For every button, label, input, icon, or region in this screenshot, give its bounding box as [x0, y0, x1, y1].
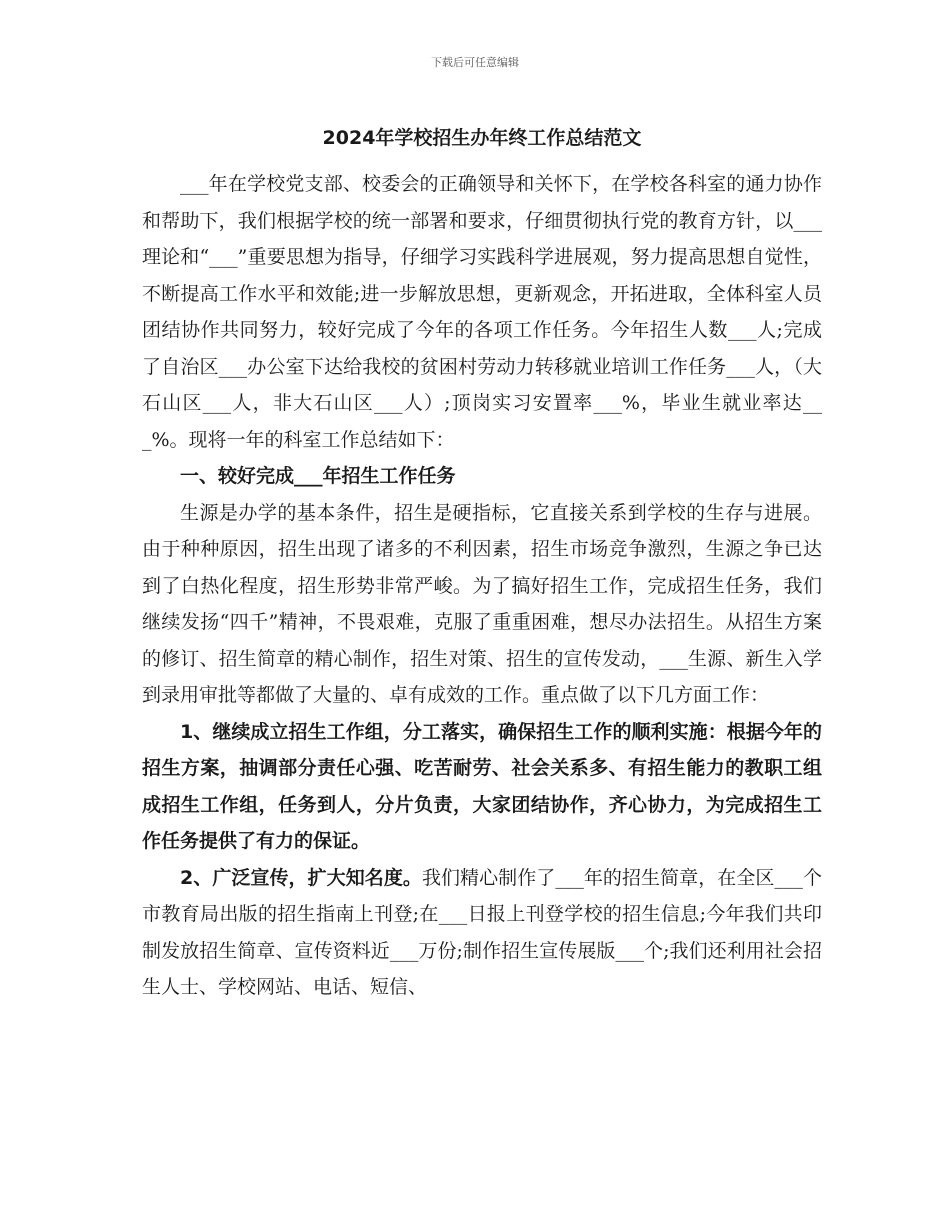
- item-2-paragraph: [142, 860, 822, 1006]
- intro-paragraph: ___年在学校党支部、校委会的正确领导和关怀下，在学校各科室的通力协作和帮助下，我们根据学校的统一部署和要求，仔细贯彻执行党的教育方针，以___理论和“___”重要思想为指导，仔细学习实践科学进展观，努力提高思想自觉性，不断提高工作水平和效能;进一步解放思想，更新观念，开拓进取，全体科室人员团结协作共同努力，较好完成了今年的各项工作任务。今年招生人数___人;完成了自治区___办公室下达给我校的贫困村劳动力转移就业培训工作任务___人，（大石山区___人，非大石山区___人）;顶岗实习安置率___%，毕业生就业率达___%。现将一年的科室工作总结如下：: [142, 173, 822, 451]
- item-1-paragraph: 1、继续成立招生工作组，分工落实，确保招生工作的顺利实施：根据今年的招生方案，抽调部分责任心强、吃苦耐劳、社会关系多、有招生能力的教职工组成招生工作组，任务到人，分片负责，大家团结协作，齐心协力，为完成招生工作任务提供了有力的保证。: [142, 720, 822, 852]
- document-title: 2024年学校招生办年终工作总结范文: [322, 127, 642, 149]
- document-body: [142, 124, 822, 1006]
- section-1-paragraph: 生源是办学的基本条件，招生是硬指标，它直接关系到学校的生存与进展。由于种种原因，招生出现了诸多的不利因素，招生市场竞争激烈，生源之争已达到了白热化程度，招生形势非常严峻。为了搞好招生工作，完成招生任务，我们继续发扬“四千”精神，不畏艰难，克服了重重困难，想尽办法招生。从招生方案的修订、招生简章的精心制作，招生对策、招生的宣传发动，___生源、新生入学到录用审批等都做了大量的、卓有成效的工作。重点做了以下几方面工作：: [142, 501, 822, 706]
- section-1-heading: 一、较好完成___年招生工作任务: [180, 465, 456, 487]
- page-header-note: 下载后可任意编辑: [431, 56, 519, 69]
- item-2-lead: 2、广泛宣传，扩大知名度。: [180, 866, 422, 889]
- item-2-body: 我们精心制作了___年的招生简章，在全区___个市教育局出版的招生指南上刊登;在___日报上刊登学校的招生信息;今年我们共印制发放招生简章、宣传资料近___万份;制作招生宣传展版___个;我们还利用社会招生人士、学校网站、电话、短信、: [142, 866, 822, 998]
